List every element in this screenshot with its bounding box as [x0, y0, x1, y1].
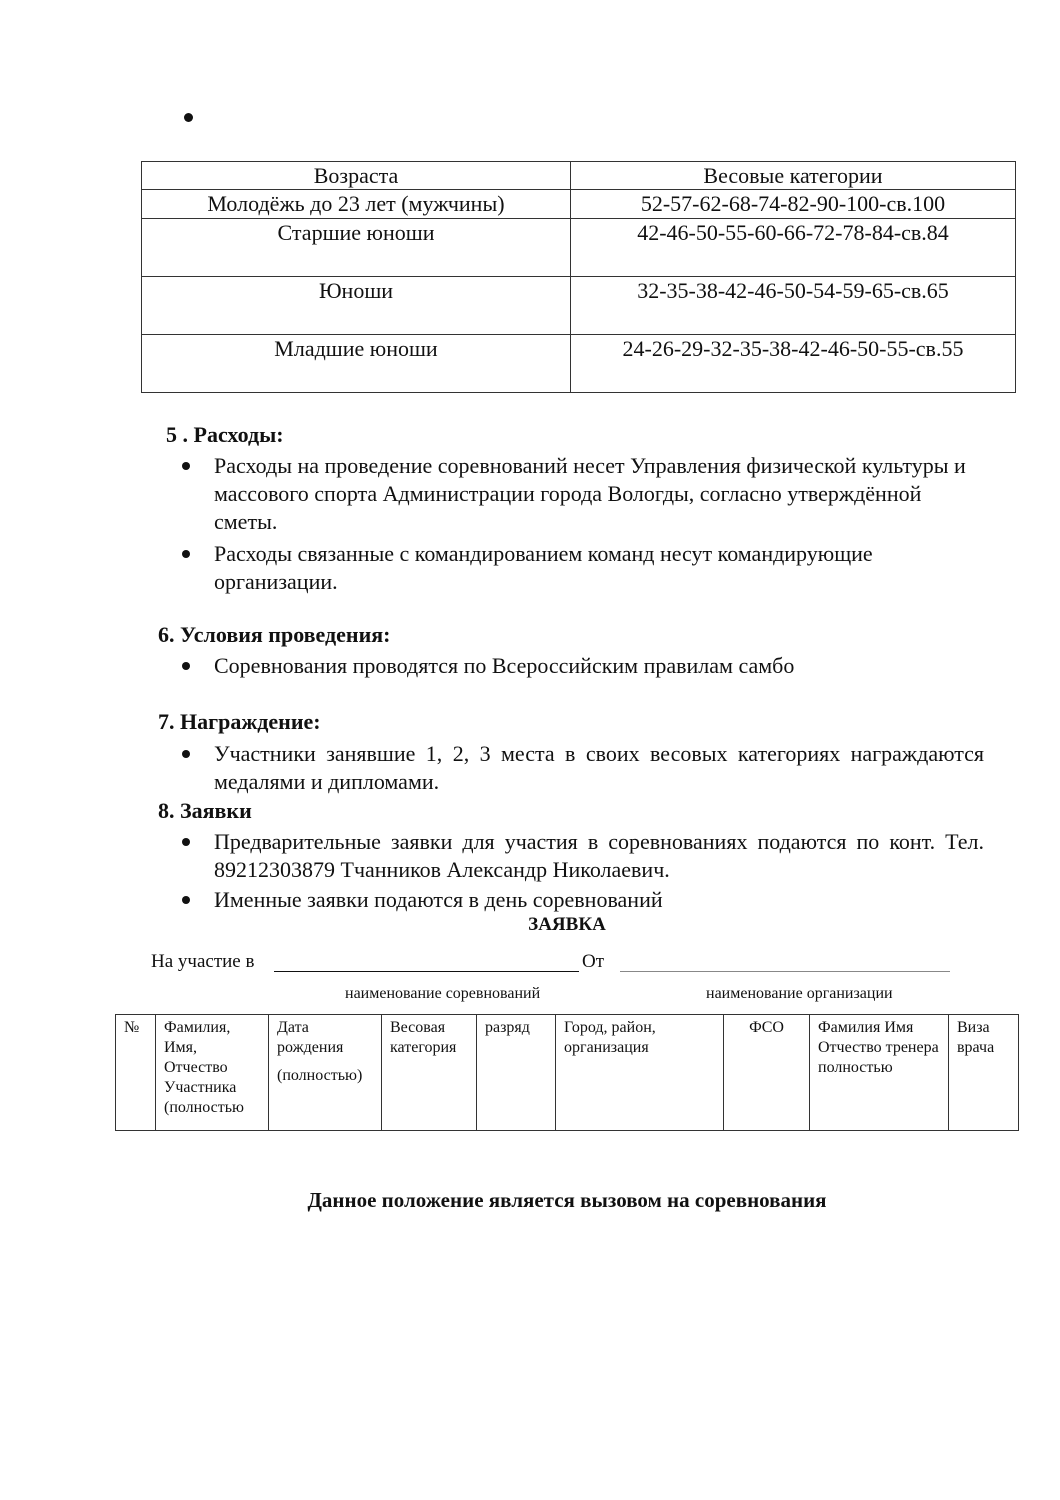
- age-cell: Юноши: [142, 277, 571, 335]
- col-weight-category: Весовая категория: [382, 1015, 477, 1131]
- footer-note: Данное положение является вызовом на соревнования: [307, 1188, 827, 1212]
- table-row: [116, 1015, 1019, 1131]
- weights-cell: 24-26-29-32-35-38-42-46-50-55-св.55: [571, 335, 1016, 393]
- table-header-row: [142, 162, 1016, 190]
- age-cell: Старшие юноши: [142, 219, 571, 277]
- table-row: [142, 335, 1016, 393]
- list-item-text: Расходы связанные с командированием команд несут командирующие организации.: [214, 541, 873, 594]
- col-number: №: [116, 1015, 156, 1131]
- empty-bullet: [184, 113, 193, 122]
- table-row: [142, 219, 1016, 277]
- col-city: Город, район, организация: [556, 1015, 724, 1131]
- hint-organization: наименование организации: [706, 985, 893, 1002]
- col-full-name: Фамилия, Имя, Отчество Участника (полностью: [156, 1015, 269, 1131]
- section-5-heading: 5 . Расходы:: [166, 422, 284, 447]
- col-fso: ФСО: [724, 1015, 810, 1131]
- application-form-table: [115, 1014, 1019, 1131]
- col-coach: Фамилия Имя Отчество тренера полностью: [810, 1015, 949, 1131]
- bullet-icon: [182, 662, 190, 670]
- bullet-icon: [182, 750, 190, 758]
- list-item-text: Соревнования проводятся по Всероссийским правилам самбо: [214, 653, 795, 678]
- form-title: ЗАЯВКА: [528, 914, 606, 935]
- age-cell: Молодёжь до 23 лет (мужчины): [142, 190, 571, 219]
- col-birth-date-label: Дата рождения: [277, 1019, 344, 1056]
- section-8-heading: 8. Заявки: [158, 798, 252, 823]
- age-cell: Младшие юноши: [142, 335, 571, 393]
- list-item-text: Именные заявки подаются в день соревнований: [214, 887, 663, 912]
- col-birth-date-note: (полностью): [277, 1067, 363, 1084]
- list-item-text: Участники занявшие 1, 2, 3 места в своих весовых категориях награждаются медалями и дипломами.: [214, 741, 984, 794]
- section-6-heading: 6. Условия проведения:: [158, 622, 391, 647]
- header-weights: Весовые категории: [571, 162, 1016, 190]
- competition-name-line[interactable]: [274, 971, 579, 972]
- bullet-icon: [182, 462, 190, 470]
- weights-cell: 42-46-50-55-60-66-72-78-84-св.84: [571, 219, 1016, 277]
- from-label: От: [582, 951, 605, 972]
- bullet-icon: [182, 896, 190, 904]
- weights-cell: 52-57-62-68-74-82-90-100-св.100: [571, 190, 1016, 219]
- table-row: [142, 277, 1016, 335]
- table-row: [142, 190, 1016, 219]
- weights-cell: 32-35-38-42-46-50-54-59-65-св.65: [571, 277, 1016, 335]
- col-birth-date: [269, 1015, 382, 1131]
- header-ages: Возраста: [142, 162, 571, 190]
- section-7-heading: 7. Награждение:: [158, 709, 321, 734]
- bullet-icon: [182, 550, 190, 558]
- list-item-text: Расходы на проведение соревнований несет Управления физической культуры и массового спорта Администрации города Вологды, согласно утверждённой сметы.: [214, 453, 966, 534]
- participation-label: На участие в: [151, 951, 255, 972]
- weight-categories-table: [141, 161, 1016, 393]
- list-item-text: Предварительные заявки для участия в соревнованиях подаются по конт. Тел. 89212303879 Тчанников Александр Николаевич.: [214, 829, 984, 882]
- bullet-icon: [182, 838, 190, 846]
- col-doctor-visa: Виза врача: [949, 1015, 1019, 1131]
- hint-competition: наименование соревнований: [345, 985, 541, 1002]
- organization-name-line[interactable]: [620, 971, 950, 972]
- col-rank: разряд: [477, 1015, 556, 1131]
